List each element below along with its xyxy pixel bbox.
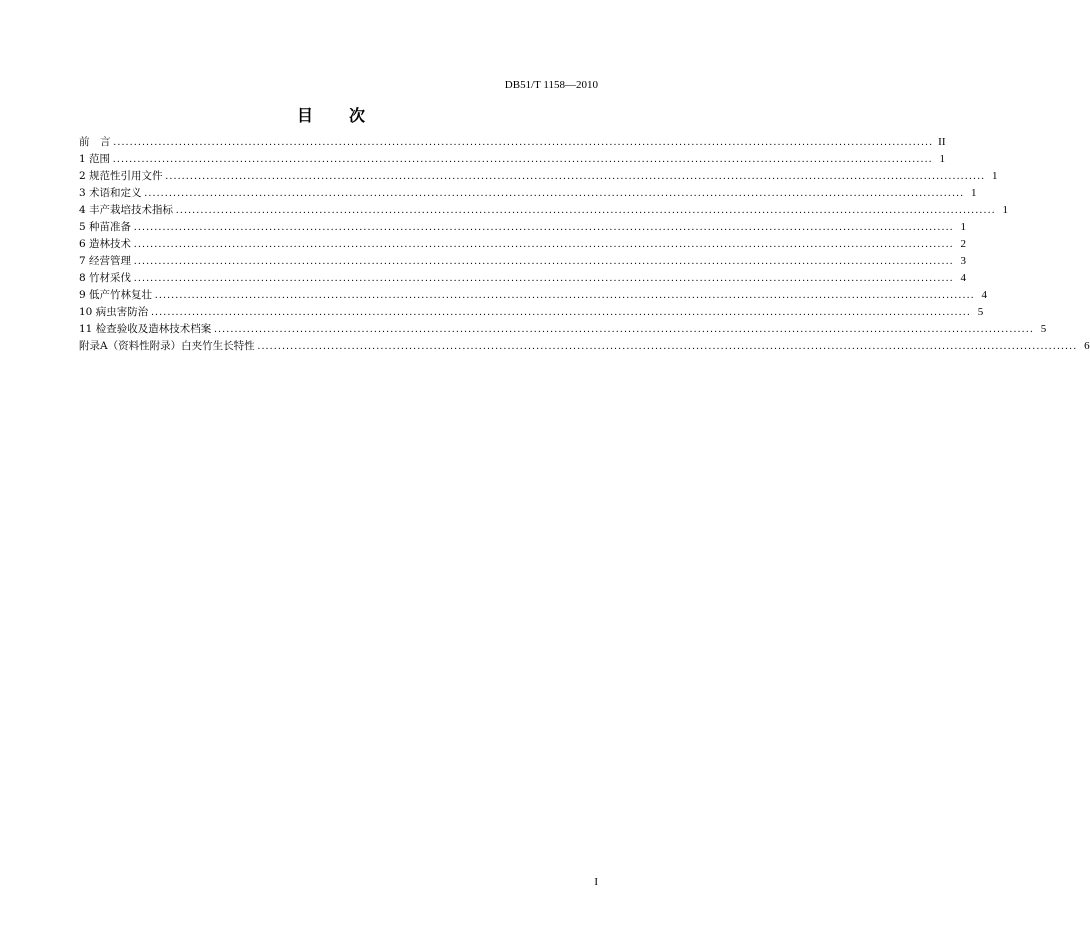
- toc-entry-page: 4: [981, 289, 988, 301]
- toc-entry-label: 10 病虫害防治: [79, 306, 149, 318]
- toc-entry-page: 5: [1040, 323, 1047, 335]
- toc-leader-dots: ........................................................................................................................................................................................................: [134, 256, 955, 267]
- toc-entry-label: 1 范围: [79, 153, 111, 165]
- toc-leader-dots: ........................................................................................................................................................................................................: [113, 154, 934, 165]
- document-code: DB51/T 1158—2010: [504, 79, 598, 91]
- toc-entry-label: 8 竹材采伐: [79, 272, 132, 284]
- toc-entry-appendix-a[interactable]: [79, 338, 1090, 355]
- toc-entry-label: 3 术语和定义: [79, 187, 142, 199]
- toc-entry-page: 1: [939, 153, 946, 165]
- toc-entry-page: II: [938, 136, 946, 148]
- toc-entry-scope[interactable]: [79, 151, 946, 168]
- toc-entry-label: 11 检查验收及造林技术档案: [79, 323, 212, 335]
- toc-entry-page: 6: [1084, 340, 1090, 352]
- toc-entry-page: 4: [960, 272, 967, 284]
- toc-entry-harvesting[interactable]: [79, 270, 967, 287]
- toc-leader-dots: ........................................................................................................................................................................................................: [165, 171, 986, 182]
- toc-entry-afforestation[interactable]: [79, 236, 967, 253]
- toc-leader-dots: ........................................................................................................................................................................................................: [257, 341, 1078, 352]
- toc-entry-label: 4 丰产栽培技术指标: [79, 204, 174, 216]
- toc-entry-foreword[interactable]: [79, 134, 946, 151]
- toc-leader-dots: ........................................................................................................................................................................................................: [134, 222, 955, 233]
- toc-entry-management[interactable]: [79, 253, 967, 270]
- toc-entry-page: 2: [960, 238, 967, 250]
- toc-title-right: 次: [349, 106, 366, 125]
- toc-entry-normative-references[interactable]: [79, 168, 998, 185]
- toc-entry-label: 附录A（资料性附录）白夹竹生长特性: [79, 340, 255, 352]
- toc-entry-page: 1: [1002, 204, 1009, 216]
- toc-leader-dots: ........................................................................................................................................................................................................: [214, 324, 1035, 335]
- toc-leader-dots: ........................................................................................................................................................................................................: [134, 239, 955, 250]
- toc-entry-page: 5: [977, 306, 984, 318]
- toc-title: [0, 106, 662, 126]
- toc-entry-label: 5 种苗准备: [79, 221, 132, 233]
- toc-leader-dots: ........................................................................................................................................................................................................: [155, 290, 976, 301]
- toc-title-left: 目: [296, 106, 313, 125]
- toc-entry-yield-indicators[interactable]: [79, 202, 1009, 219]
- toc-entry-page: 3: [960, 255, 967, 267]
- toc-entry-label: 前 言: [79, 136, 111, 148]
- toc-entry-terms-definitions[interactable]: [79, 185, 977, 202]
- toc-entry-rejuvenation[interactable]: [79, 287, 988, 304]
- toc-entry-page: 1: [992, 170, 998, 182]
- toc-leader-dots: ........................................................................................................................................................................................................: [176, 205, 997, 216]
- toc-entry-label: 9 低产竹林复壮: [79, 289, 153, 301]
- toc-leader-dots: ........................................................................................................................................................................................................: [151, 307, 972, 318]
- toc-leader-dots: ........................................................................................................................................................................................................: [144, 188, 965, 199]
- toc-entry-inspection-archives[interactable]: [79, 321, 1047, 338]
- toc-entry-page: 1: [971, 187, 977, 199]
- toc-entry-label: 2 规范性引用文件: [79, 170, 163, 182]
- toc-leader-dots: ........................................................................................................................................................................................................: [113, 137, 934, 148]
- table-of-contents: [79, 134, 1090, 355]
- toc-leader-dots: ........................................................................................................................................................................................................: [134, 273, 955, 284]
- toc-entry-label: 6 造林技术: [79, 238, 132, 250]
- toc-entry-seedling-preparation[interactable]: [79, 219, 967, 236]
- toc-entry-label: 7 经营管理: [79, 255, 132, 267]
- toc-entry-page: 1: [960, 221, 967, 233]
- toc-entry-pest-control[interactable]: [79, 304, 984, 321]
- page-number: I: [594, 876, 598, 888]
